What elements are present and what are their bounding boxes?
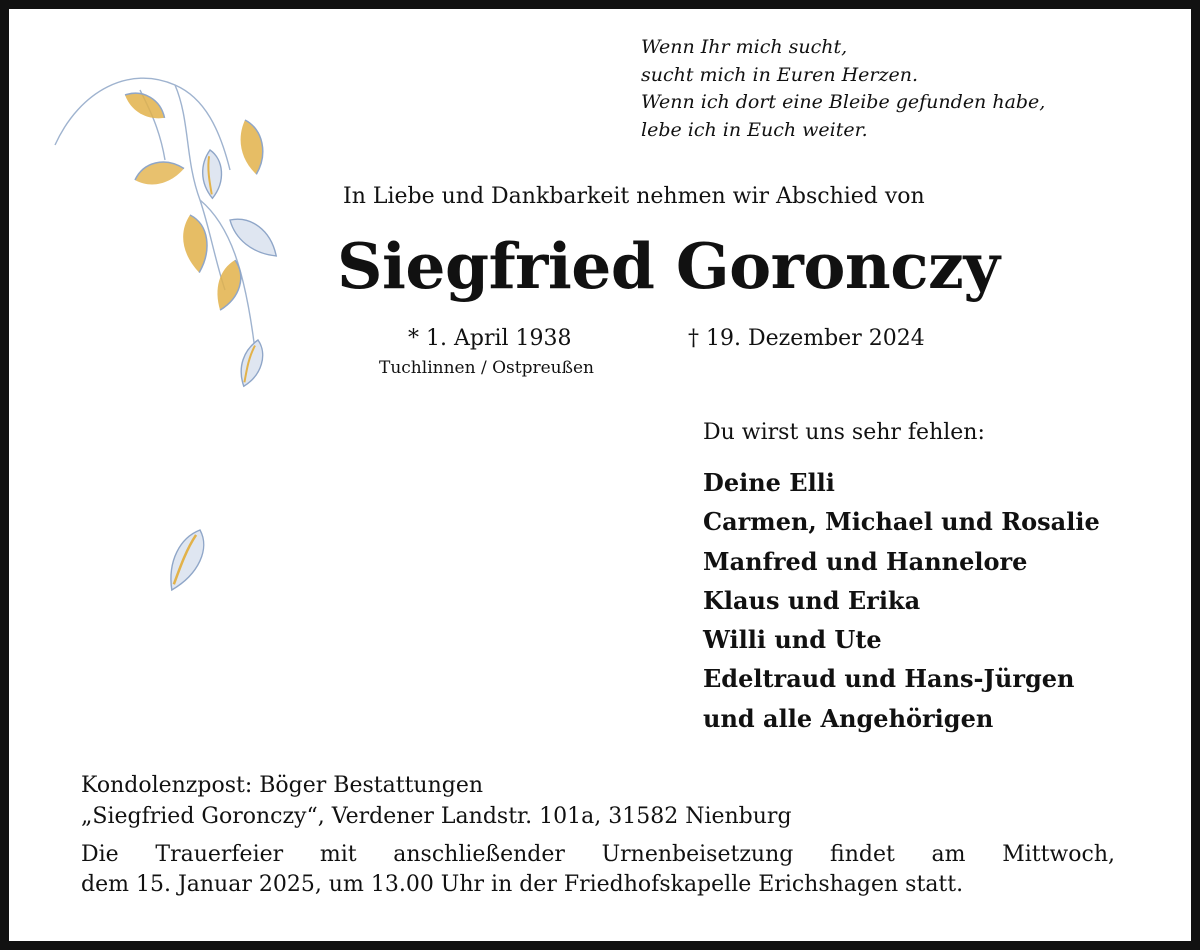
deceased-name: Siegfried Goronczy — [337, 229, 1000, 303]
condolence-address — [81, 770, 792, 832]
poem-line: lebe ich in Euch weiter. — [641, 118, 868, 141]
birth-date: * 1. April 1938 — [408, 326, 572, 351]
condolence-line: Kondolenzpost: Böger Bestattungen — [81, 773, 484, 798]
farewell-line: Du wirst uns sehr fehlen: — [703, 420, 985, 445]
signer: Willi und Ute — [703, 625, 882, 655]
birth-place: Tuchlinnen / Ostpreußen — [379, 358, 594, 378]
signer: Carmen, Michael und Rosalie — [703, 507, 1100, 537]
service-line: Die Trauerfeier mit anschließender Urnenbeisetzung findet am Mittwoch, — [81, 842, 1115, 867]
signer: Edeltraud und Hans-Jürgen — [703, 664, 1075, 694]
intro-text: In Liebe und Dankbarkeit nehmen wir Abschied von — [343, 184, 925, 209]
poem-line: sucht mich in Euren Herzen. — [641, 63, 919, 86]
signer: und alle Angehörigen — [703, 703, 994, 733]
death-date: † 19. Dezember 2024 — [688, 326, 925, 351]
service-line: dem 15. Januar 2025, um 13.00 Uhr in der Friedhofskapelle Erichshagen statt. — [81, 872, 964, 897]
poem — [641, 34, 1045, 144]
autumn-leaves-branch-icon — [40, 50, 300, 420]
poem-line: Wenn Ihr mich sucht, — [641, 36, 848, 58]
signer: Deine Elli — [703, 468, 835, 497]
falling-leaf-icon — [150, 520, 220, 620]
signer: Manfred und Hannelore — [703, 546, 1028, 576]
signer: Klaus und Erika — [703, 585, 921, 615]
signers-list — [703, 463, 1100, 738]
service-notice — [81, 840, 1115, 900]
poem-line: Wenn ich dort eine Bleibe gefunden habe, — [641, 91, 1046, 113]
condolence-line: „Siegfried Goronczy“, Verdener Landstr. 101a, 31582 Nienburg — [81, 804, 792, 829]
